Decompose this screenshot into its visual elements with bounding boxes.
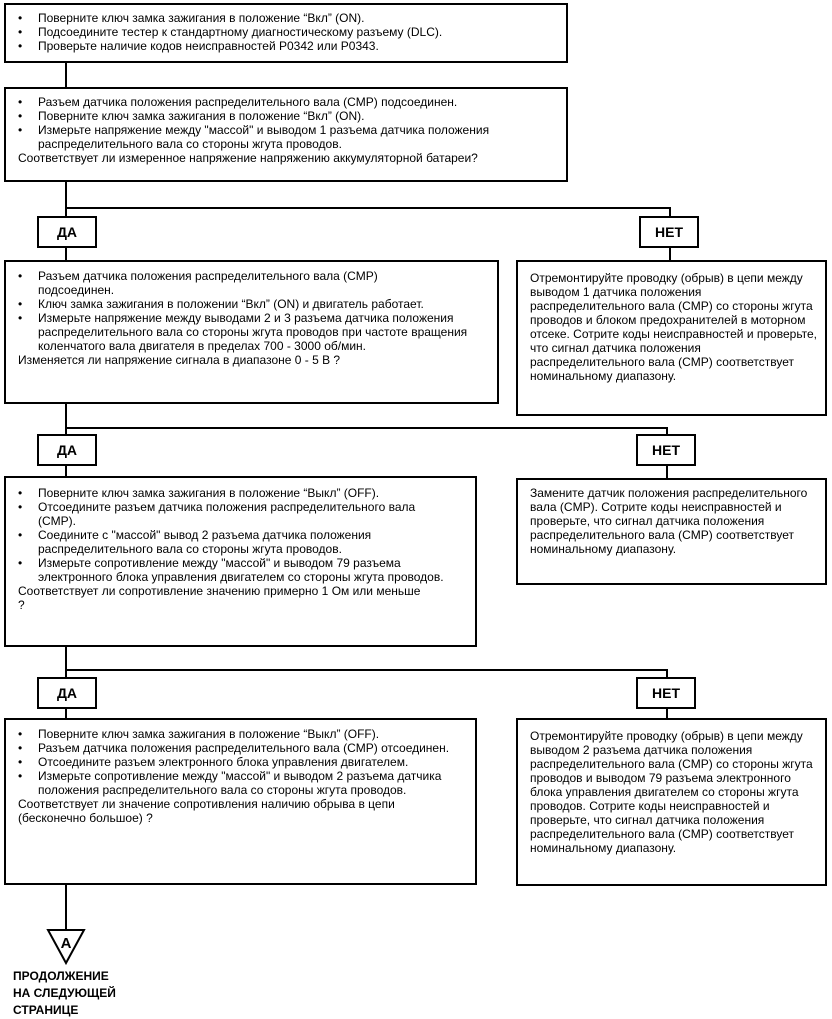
step3-question: Изменяется ли напряжение сигнала в диапазоне 0 - 5 В ?: [18, 353, 341, 367]
step5-item: • Поверните ключ замка зажигания в положение “Выкл” (OFF).: [6, 727, 475, 741]
step1-list: [6, 11, 566, 53]
flow-line: [65, 884, 67, 930]
no-label: НЕТ: [636, 434, 696, 466]
step3-item: • Ключ замка зажигания в положении “Вкл” (ON) и двигатель работает.: [6, 297, 497, 311]
step4-box: [4, 476, 477, 647]
flow-line: [65, 427, 667, 429]
step5-item: • Отсоедините разъем электронного блока управления двигателем.: [6, 755, 475, 769]
step2-list: [6, 95, 566, 151]
step5-box: [4, 718, 477, 885]
step4-no-text: Замените датчик положения распределительного вала (CMP). Сотрите коды неисправностей и проверьте, что сигнал датчика положения распределительного вала (CMP) соответствует номинальному диапазону.: [530, 486, 808, 556]
flow-line: [65, 403, 67, 435]
flow-line: [65, 62, 67, 88]
flow-line: [65, 181, 67, 216]
offpage-connector-icon: [46, 928, 86, 966]
step5-item: • Измерьте сопротивление между "массой" и выводом 2 разъема датчика положения распределительного вала со стороны жгута проводов.: [6, 769, 475, 797]
step3-item: • Измерьте напряжение между выводами 2 и 3 разъема датчика положения распределительного вала со стороны жгута проводов при частоте вращения коленчатого вала двигателя в пределах 700 - 3000 об/мин.: [6, 311, 497, 353]
continuation-line: НА СЛЕДУЮЩЕЙ: [13, 986, 116, 1000]
step4-item: • Поверните ключ замка зажигания в положение “Выкл” (OFF).: [6, 486, 475, 500]
step5-item: • Разъем датчика положения распределительного вала (CMP) отсоединен.: [6, 741, 475, 755]
step4-no-action: [516, 478, 827, 585]
step5-list: [6, 727, 475, 797]
step3-box: [4, 260, 499, 404]
yes-label: ДА: [37, 677, 97, 709]
step2-item: • Измерьте напряжение между "массой" и выводом 1 разъема датчика положения распределительного вала со стороны жгута проводов.: [6, 123, 566, 151]
continuation-note: [13, 968, 116, 1019]
step4-item: • Соедините с "массой" вывод 2 разъема датчика положения распределительного вала со стороны жгута проводов.: [6, 528, 475, 556]
step4-question: Соответствует ли сопротивление значению примерно 1 Ом или меньше ?: [18, 584, 421, 612]
connector-letter: A: [60, 935, 72, 952]
no-label: НЕТ: [636, 677, 696, 709]
no-label: НЕТ: [639, 216, 699, 248]
step4-list: [6, 486, 475, 584]
step3-item: • Разъем датчика положения распределительного вала (CMP) подсоединен.: [6, 269, 497, 297]
step5-question: Соответствует ли значение сопротивления наличию обрыва в цепи (бесконечно большое) ?: [18, 797, 395, 825]
flow-line: [65, 669, 667, 671]
flow-line: [65, 646, 67, 678]
step1-item: • Поверните ключ замка зажигания в положение “Вкл” (ON).: [6, 11, 566, 25]
yes-label: ДА: [37, 216, 97, 248]
step3-no-text: Отремонтируйте проводку (обрыв) в цепи между выводом 1 датчика положения распределительного вала (CMP) со стороны жгута проводов и блоком предохранителей в моторном отсеке. Сотрите коды неисправностей и проверьте, что сигнал датчика положения распределительного вала (CMP) соответствует номинальному диапазону.: [530, 271, 817, 383]
step5-no-text: Отремонтируйте проводку (обрыв) в цепи между выводом 2 разъема датчика положения распределительного вала (CMP) со стороны жгута проводов и выводом 79 разъема электронного блока управления двигателем со стороны жгута проводов. Сотрите коды неисправностей и проверьте, что сигнал датчика положения распределительного вала (CMP) соответствует номинальному диапазону.: [530, 729, 813, 855]
yes-label: ДА: [37, 434, 97, 466]
step1-item: • Подсоедините тестер к стандартному диагностическому разъему (DLC).: [6, 25, 566, 39]
step4-item: • Отсоедините разъем датчика положения распределительного вала (CMP).: [6, 500, 475, 528]
step3-no-action: [516, 260, 827, 416]
step3-list: [6, 269, 497, 353]
step2-question: Соответствует ли измеренное напряжение напряжению аккумуляторной батареи?: [18, 151, 478, 165]
step1-item: • Проверьте наличие кодов неисправностей P0342 или P0343.: [6, 39, 566, 53]
step2-item: • Разъем датчика положения распределительного вала (CMP) подсоединен.: [6, 95, 566, 109]
step1-box: [4, 3, 568, 63]
flow-line: [666, 465, 668, 479]
continuation-line: СТРАНИЦЕ: [13, 1003, 79, 1017]
step5-no-action: [516, 718, 827, 886]
flow-line: [65, 207, 670, 209]
step2-item: • Поверните ключ замка зажигания в положение “Вкл” (ON).: [6, 109, 566, 123]
step2-box: [4, 87, 568, 182]
continuation-line: ПРОДОЛЖЕНИЕ: [13, 969, 109, 983]
step4-item: • Измерьте сопротивление между "массой" и выводом 79 разъема электронного блока управления двигателем со стороны жгута проводов.: [6, 556, 475, 584]
flow-line: [669, 247, 671, 261]
flow-line: [65, 247, 67, 261]
